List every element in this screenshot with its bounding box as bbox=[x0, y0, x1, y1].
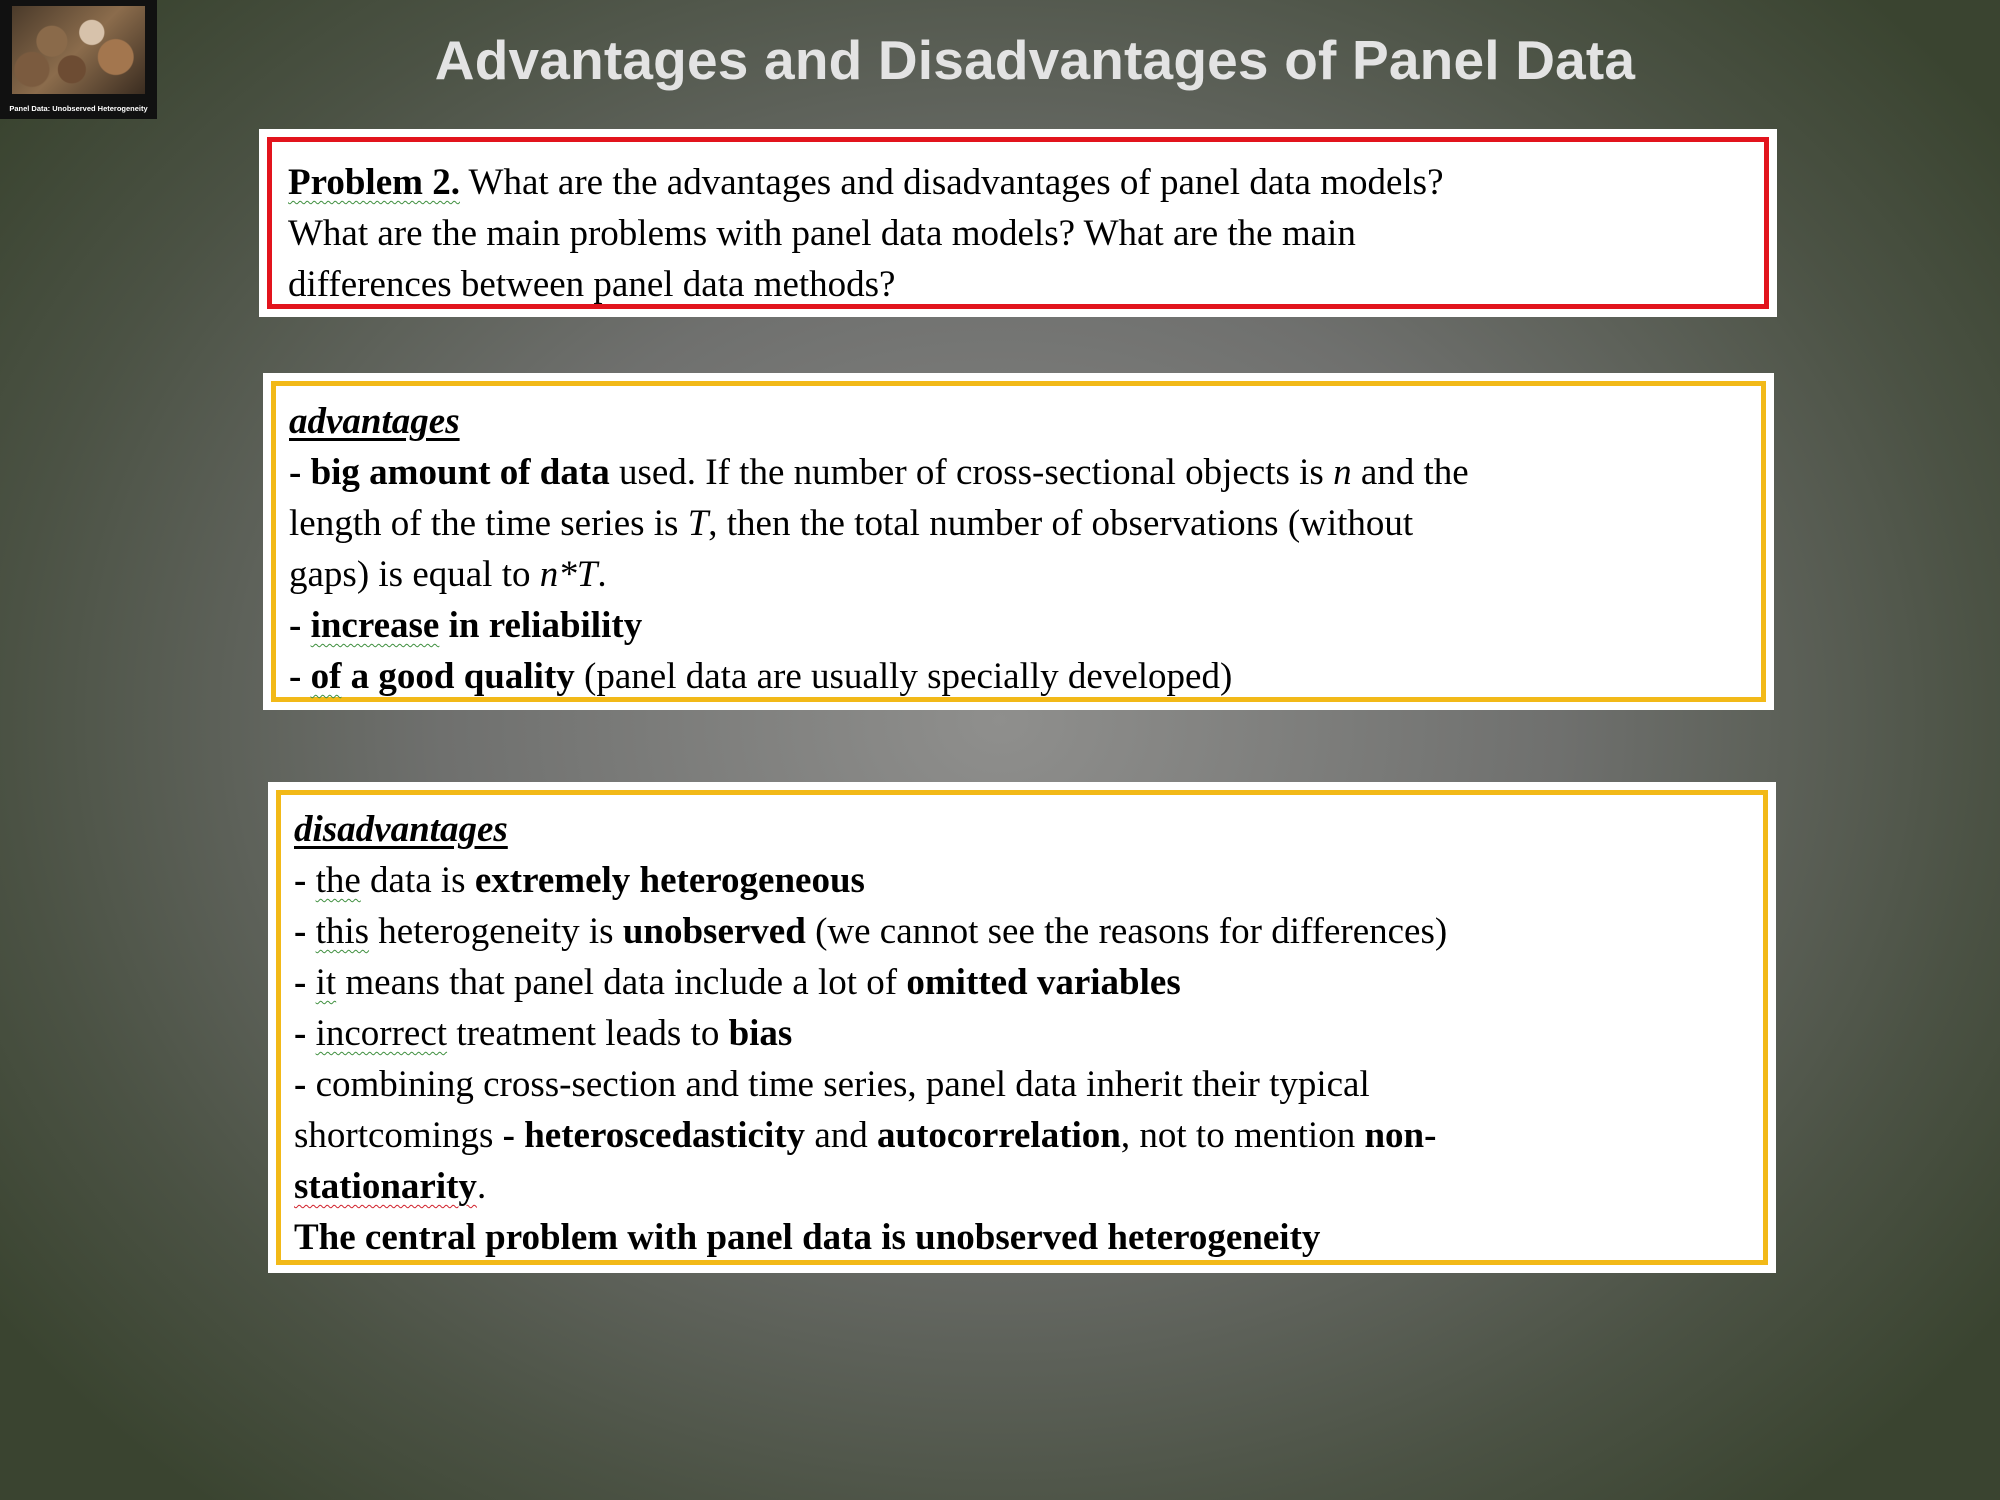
disadvantage-combining: - combining cross-section and time series, panel data inherit their typical bbox=[294, 1064, 1370, 1105]
advantages-heading: advantages bbox=[289, 401, 460, 442]
problem-line-3: differences between panel data methods? bbox=[288, 264, 896, 305]
advantage-item-quality: - of a good quality (panel data are usually specially developed) bbox=[289, 656, 1233, 697]
central-problem-conclusion: The central problem with panel data is unobserved heterogeneity bbox=[294, 1217, 1321, 1258]
advantages-border bbox=[271, 381, 1766, 702]
problem-box bbox=[259, 129, 1777, 317]
disadvantage-unobserved: - this heterogeneity is unobserved (we cannot see the reasons for differences) bbox=[294, 911, 1448, 952]
disadvantages-border bbox=[276, 790, 1768, 1265]
disadvantages-box bbox=[268, 782, 1776, 1273]
problem-label: Problem 2. bbox=[288, 162, 460, 203]
thumbnail-image bbox=[0, 0, 157, 119]
disadvantage-bias: - incorrect treatment leads to bias bbox=[294, 1013, 793, 1054]
problem-line-1 bbox=[288, 157, 1764, 208]
advantages-box bbox=[263, 373, 1774, 710]
problem-text-1: What are the advantages and disadvantages of panel data models? bbox=[459, 162, 1444, 203]
group-photo bbox=[12, 6, 145, 94]
problem-border bbox=[267, 137, 1769, 309]
disadvantage-combining-end: stationarity. bbox=[294, 1166, 487, 1207]
advantage-item-reliability: - increase in reliability bbox=[289, 605, 643, 646]
advantage-item-data-amount-cont: length of the time series is T, then the total number of observations (without bbox=[289, 503, 1414, 544]
slide-title: Advantages and Disadvantages of Panel Data bbox=[434, 29, 1636, 91]
thumbnail-caption: Panel Data: Unobserved Heterogeneity bbox=[9, 104, 148, 113]
problem-line-2: What are the main problems with panel data models? What are the main bbox=[288, 213, 1356, 254]
advantage-item-data-amount: - big amount of data used. If the number of cross-sectional objects is n and the bbox=[289, 452, 1469, 493]
disadvantage-omitted-variables: - it means that panel data include a lot of omitted variables bbox=[294, 962, 1181, 1003]
advantage-item-data-amount-end: gaps) is equal to n*T. bbox=[289, 554, 607, 595]
disadvantage-combining-cont: shortcomings - heteroscedasticity and autocorrelation, not to mention non- bbox=[294, 1115, 1437, 1156]
disadvantage-heterogeneous: - the data is extremely heterogeneous bbox=[294, 860, 865, 901]
disadvantages-heading: disadvantages bbox=[294, 809, 508, 850]
